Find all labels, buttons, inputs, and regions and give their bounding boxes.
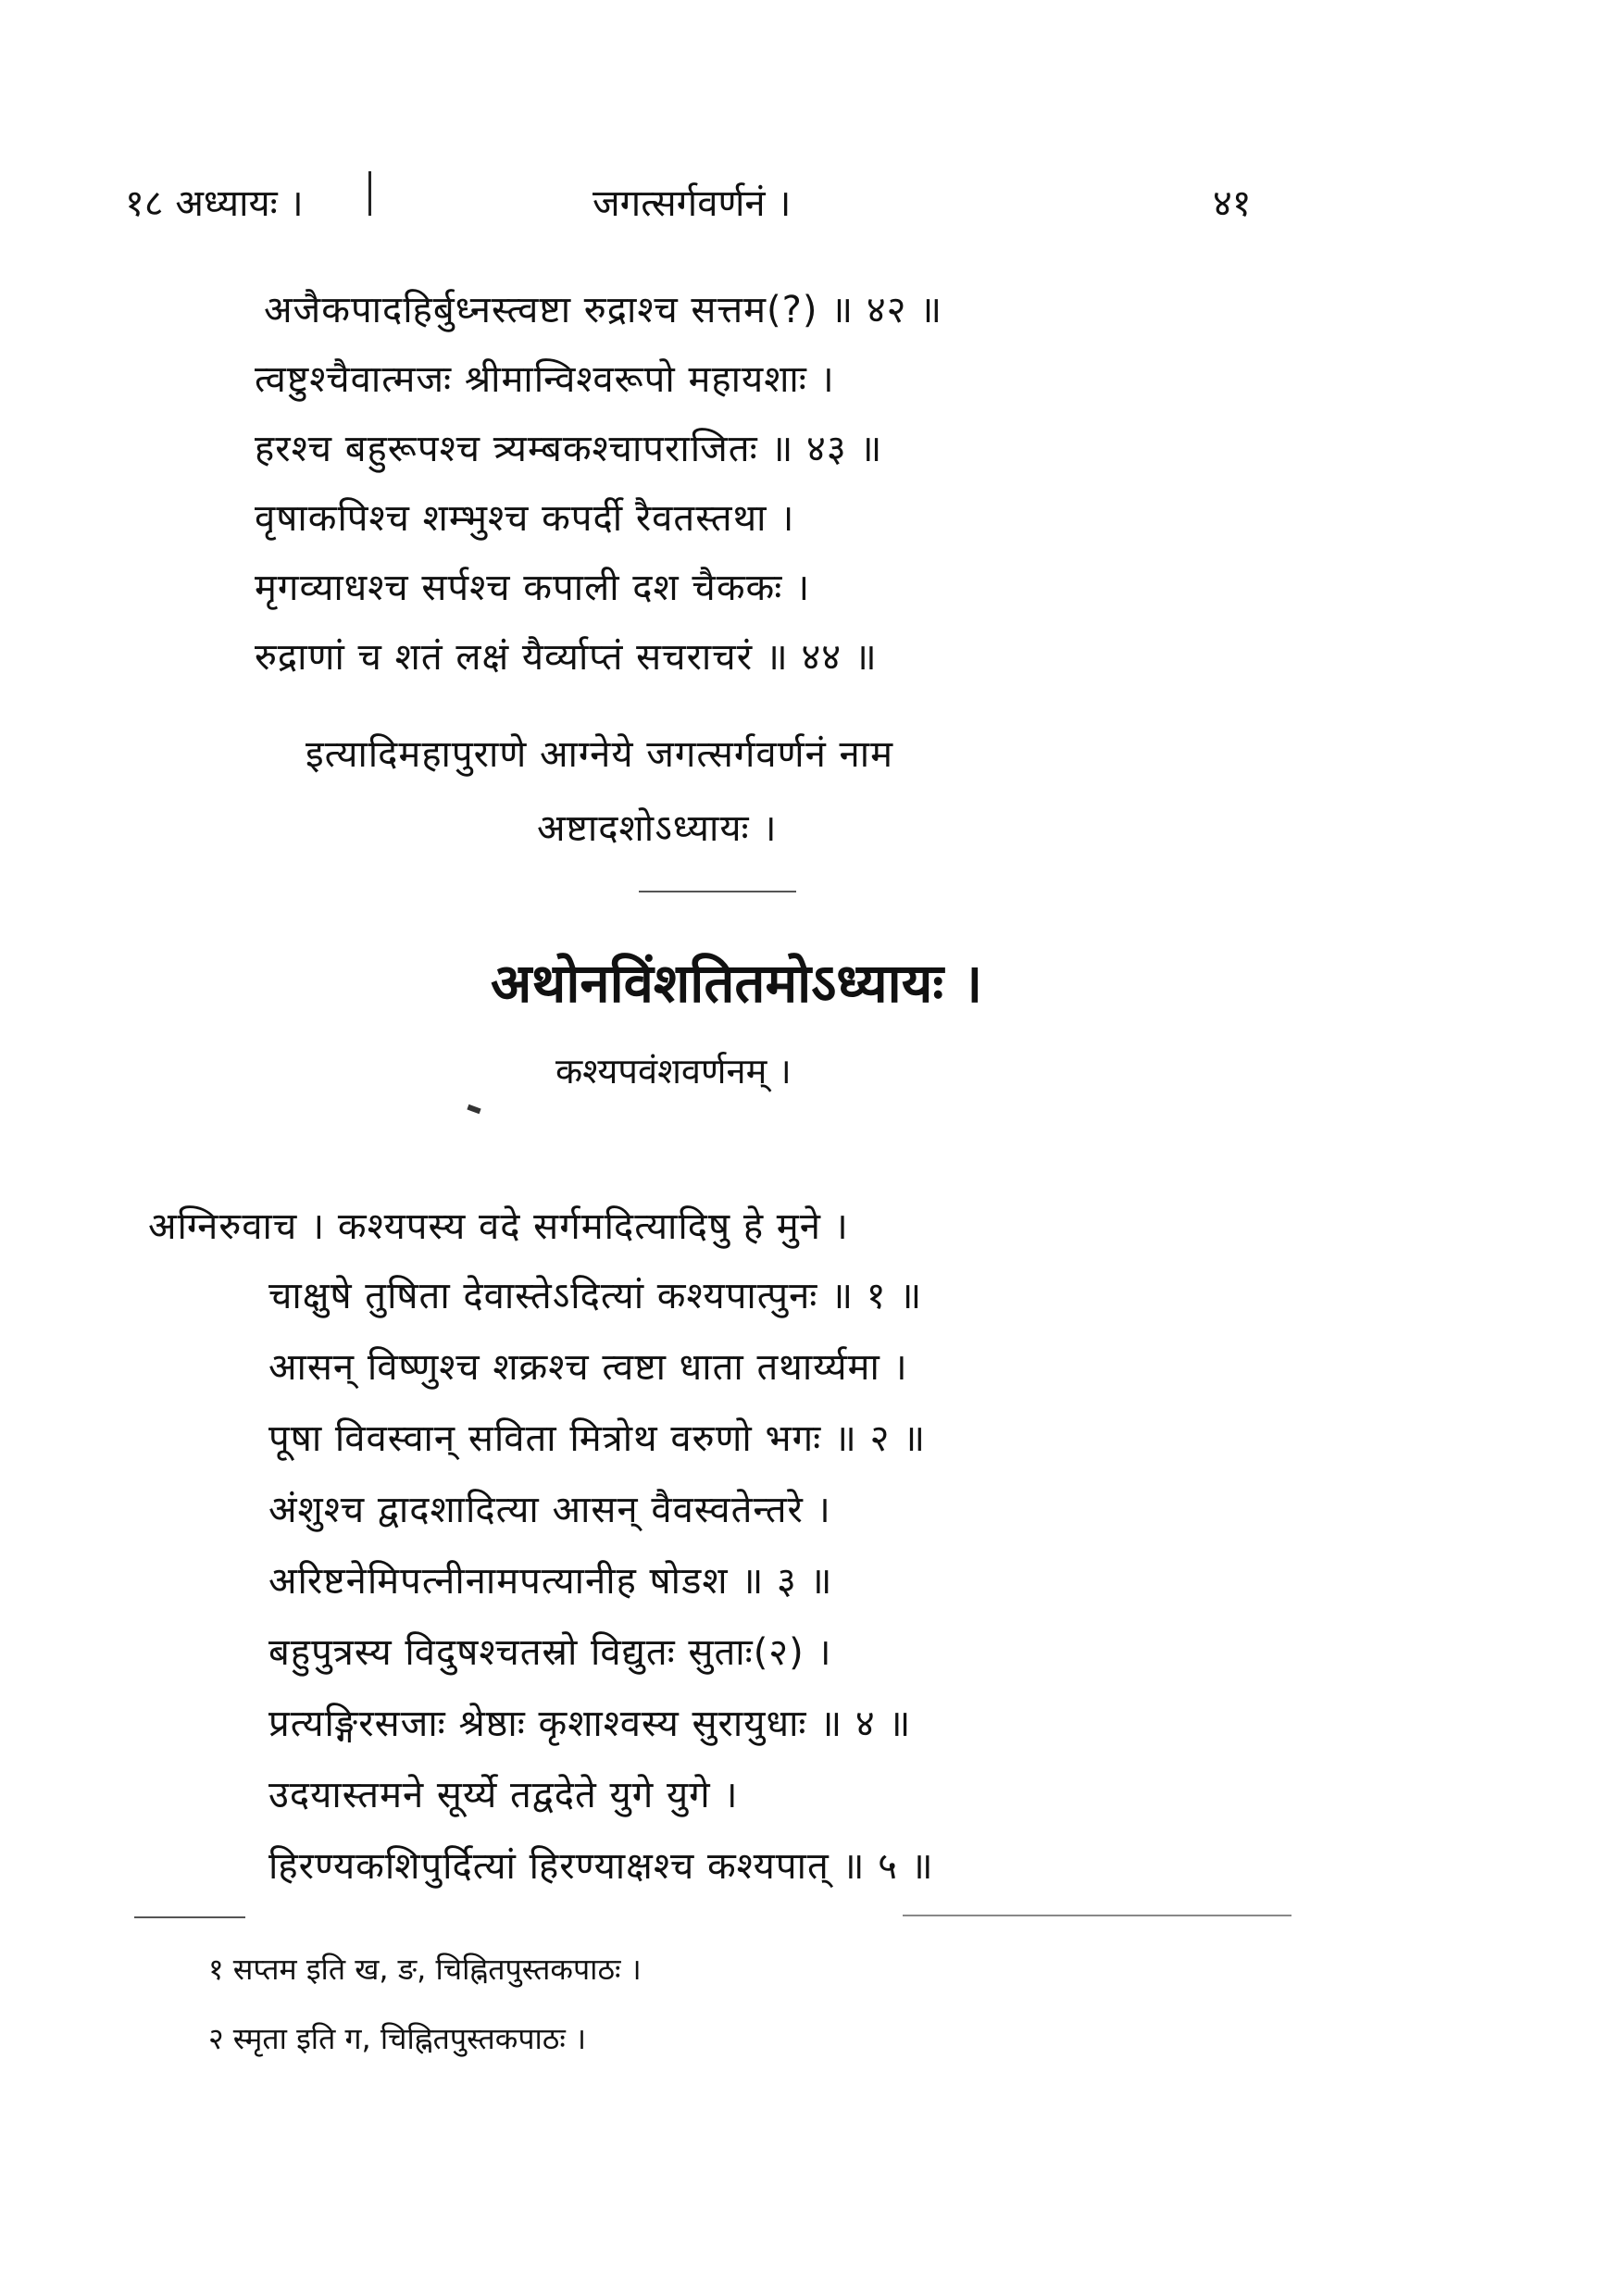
verse-line: आसन् विष्णुश्च शक्रश्च त्वष्टा धाता तथार्य्यमा । [268,1346,908,1389]
verse-line: त्वष्टुश्चैवात्मजः श्रीमान्विश्वरूपो महायशाः । [255,358,835,401]
verse-line: पूषा विवस्वान् सविता मित्रोथ वरुणो भगः ॥ २ ॥ [268,1417,927,1460]
footnote-rule [134,1916,245,1918]
ink-mark [467,1104,480,1114]
footnote: १ सप्तम इति ख, ङ, चिह्नितपुस्तकपाठः । [208,1952,642,1987]
verse-line: प्रत्यङ्गिरसजाः श्रेष्ठाः कृशाश्वस्य सुरायुधाः ॥ ४ ॥ [268,1703,912,1745]
chapter-subtitle: कश्यपवंशवर्णनम् । [555,1051,792,1092]
header-divider [368,171,371,216]
verse-line: रुद्राणां च शतं लक्षं यैर्व्याप्तं सचराचरं ॥ ४४ ॥ [255,636,878,679]
page-number: ४१ [1213,182,1252,225]
footnote: २ स्मृता इति ग, चिह्नितपुस्तकपाठः । [208,2021,587,2056]
verse-line: अंशुश्च द्वादशादित्या आसन् वैवस्वतेन्तरे । [268,1489,831,1531]
running-header-left: १८ अध्यायः । [125,182,304,225]
verse-line: बहुपुत्रस्य विदुषश्चतस्रो विद्युतः सुताः(२) । [268,1631,832,1674]
colophon-line: अष्टादशोऽध्यायः । [537,807,778,850]
verse-line: हरश्च बहुरूपश्च त्र्यम्बकश्चापराजितः ॥ ४३ ॥ [255,428,883,470]
verse-line: अग्निरुवाच । कश्यपस्य वदे सर्गमदित्यादिषु हे मुने । [148,1205,849,1248]
section-divider [639,891,796,892]
verse-line: अजैकपादहिर्बुध्नस्त्वष्टा रुद्राश्च सत्तम(?) ॥ ४२ ॥ [264,289,943,331]
running-header-title: जगत्सर्गवर्णनं । [593,182,792,225]
verse-line: वृषाकपिश्च शम्भुश्च कपर्दी रैवतस्तथा । [255,497,795,540]
footnote-rule [903,1915,1291,1916]
verse-line: हिरण्यकशिपुर्दित्यां हिरण्याक्षश्च कश्यपात् ॥ ५ ॥ [268,1845,934,1888]
verse-line: अरिष्टनेमिपत्नीनामपत्यानीह षोडश ॥ ३ ॥ [268,1560,833,1603]
colophon-line: इत्यादिमहापुराणे आग्नेये जगत्सर्गवर्णनं नाम [306,733,893,776]
chapter-title: अथोनविंशतितमोऽध्यायः । [491,952,983,1015]
verse-line: मृगव्याधश्च सर्पश्च कपाली दश चैककः । [255,567,811,609]
verse-line: चाक्षुषे तुषिता देवास्तेऽदित्यां कश्यपात्पुनः ॥ १ ॥ [268,1275,923,1317]
verse-line: उदयास्तमने सूर्य्ये तद्वदेते युगे युगे । [268,1774,739,1816]
